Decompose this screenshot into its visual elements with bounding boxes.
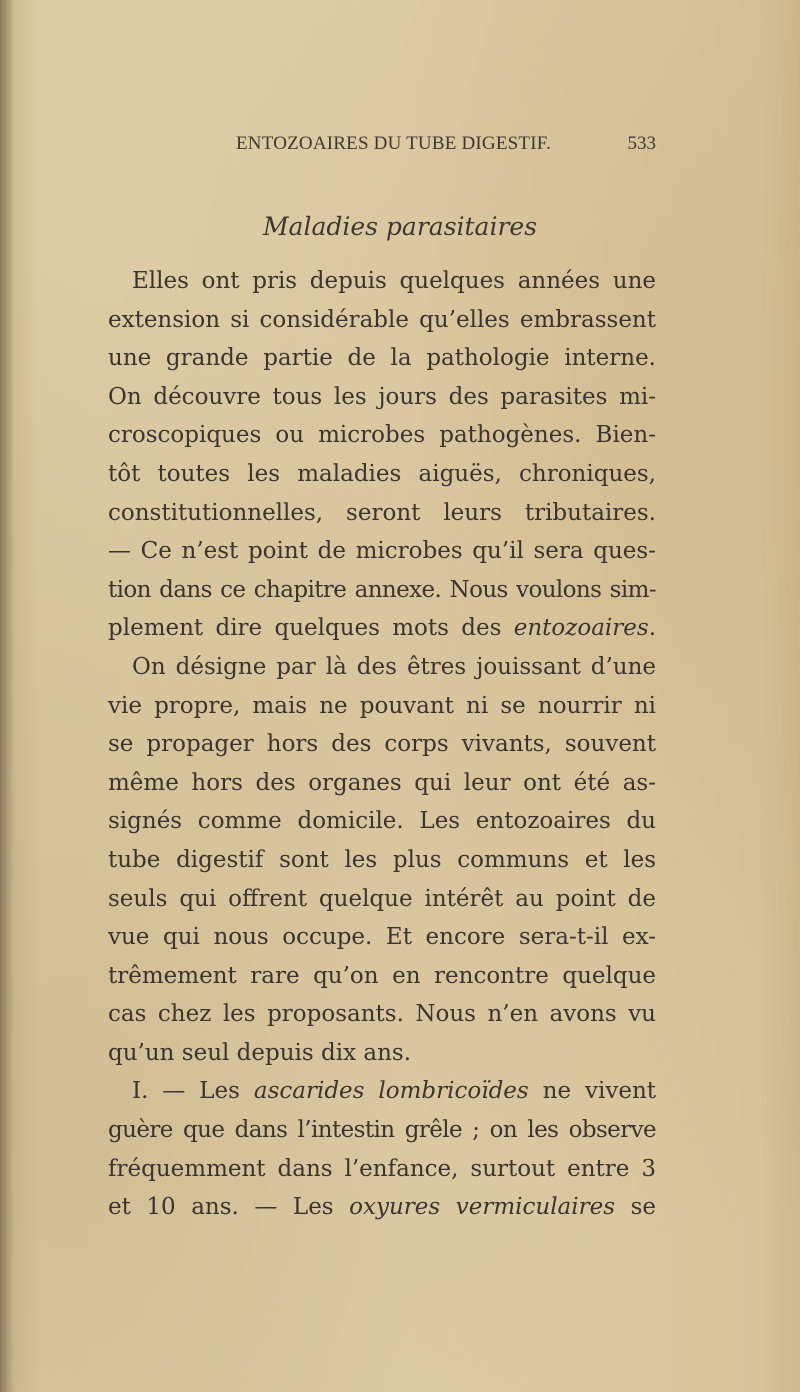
text-line: fréquemment dans l’enfance, surtout entre 3 [108,1155,656,1182]
text-line: une grande partie de la pathologie interne. [108,345,656,372]
text-line: seuls qui offrent quelque intérêt au point de [108,885,656,912]
text-line: guère que dans l’intestin grêle ; on les observe [108,1117,656,1144]
text-line [108,609,656,648]
text-line: se propager hors des corps vivants, souvent [108,731,656,758]
emphasis-term: oxyures vermiculaires [349,1194,616,1221]
text-line: tôt toutes les maladies aiguës, chroniques, [108,460,656,487]
section-title: Maladies parasitaires [262,212,538,241]
text-line: vue qui nous occupe. Et encore sera-t-il ex- [108,924,656,951]
emphasis-term: ascarides lombricoïdes [253,1078,529,1105]
text-segment: . [648,615,656,642]
text-line: croscopiques ou microbes pathogènes. Bien- [108,422,656,449]
text-segment: plement dire quelques mots des [108,615,514,642]
text-segment: ne vivent [528,1078,657,1105]
text-segment: se [615,1194,656,1221]
text-line [108,1072,656,1111]
text-line: constitutionnelles, seront leurs tributaires. [108,499,656,526]
page-number: 533 [627,133,656,154]
running-header [236,133,656,159]
emphasis-term: entozoaires [513,615,649,642]
text-line: signés comme domicile. Les entozoaires du [108,808,656,835]
text-line: même hors des organes qui leur ont été as- [108,769,656,796]
text-line: On désigne par là des êtres jouissant d’une [132,653,656,680]
text-line: extension si considérable qu’elles embrassent [108,306,656,333]
page-binding-edge [0,0,14,1392]
text-line: Elles ont pris depuis quelques années une [132,268,656,294]
running-title: ENTOZOAIRES DU TUBE DIGESTIF. [236,133,551,154]
text-line: tube digestif sont les plus communs et les [108,846,656,873]
text-line [108,1188,656,1227]
text-line: On découvre tous les jours des parasites mi- [108,383,656,410]
text-line: vie propre, mais ne pouvant ni se nourrir ni [108,692,656,719]
text-line: tion dans ce chapitre annexe. Nous voulons sim- [108,576,656,603]
text-line: cas chez les proposants. Nous n’en avons vu [108,1001,656,1028]
text-line: trêmement rare qu’on en rencontre quelque [108,962,656,989]
text-segment: I. — Les [132,1078,254,1105]
text-line: qu’un seul depuis dix ans. [108,1039,412,1066]
body-text [108,262,656,1227]
text-segment: et 10 ans. — Les [108,1194,350,1221]
text-line: — Ce n’est point de microbes qu’il sera ques- [108,538,656,565]
